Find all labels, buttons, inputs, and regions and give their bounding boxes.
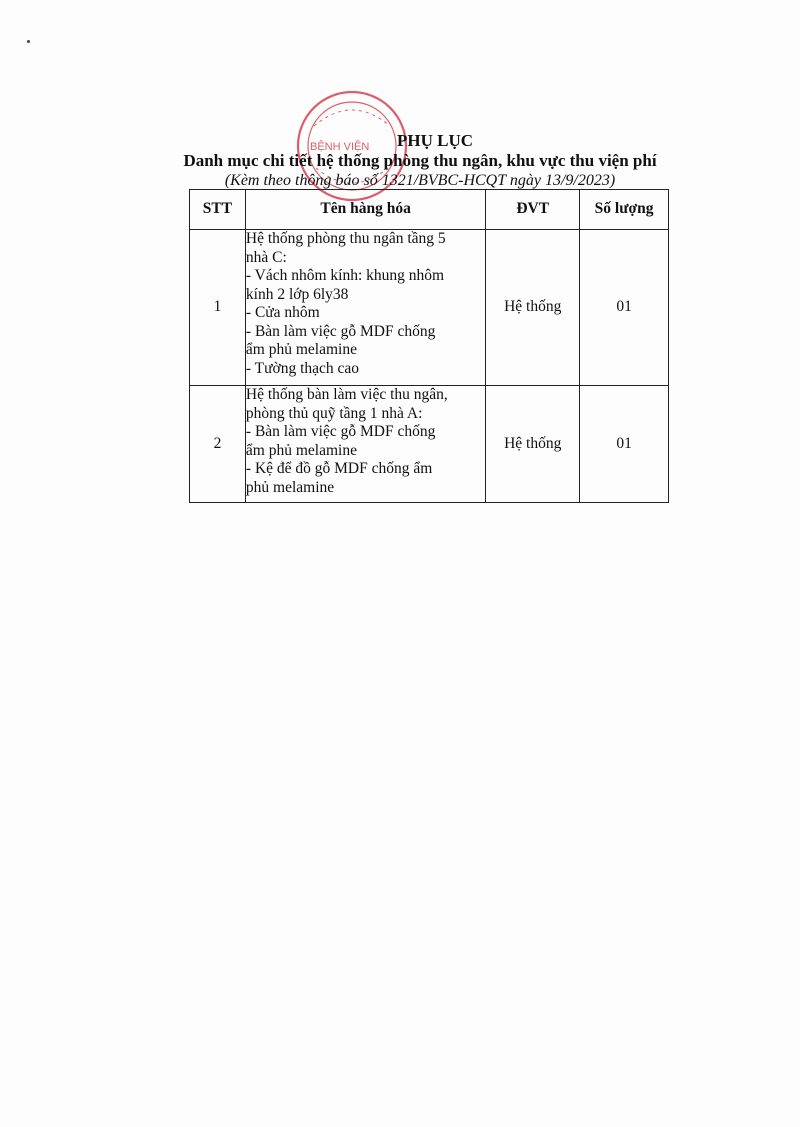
- item-name-line: Hệ thống bàn làm việc thu ngân,: [245, 386, 448, 403]
- item-name-line: - Bàn làm việc gỗ MDF chống: [245, 423, 436, 440]
- cell-item-name: [245, 386, 485, 503]
- table-header-row: [190, 190, 669, 230]
- cell-unit: Hệ thống: [486, 230, 580, 386]
- cell-quantity: 01: [580, 386, 669, 503]
- cell-stt: 2: [190, 386, 246, 503]
- cell-stt: 1: [190, 230, 246, 386]
- table-row: [190, 230, 669, 386]
- table-row: [190, 386, 669, 503]
- item-name-line: - Tường thạch cao: [245, 359, 360, 377]
- item-name-line: Hệ thống phòng thu ngân tầng 5: [245, 230, 446, 247]
- item-name-line: - Bàn làm việc gỗ MDF chống: [245, 322, 436, 340]
- goods-table: [189, 189, 669, 503]
- header-unit: ĐVT: [486, 190, 580, 230]
- header-quantity: Số lượng: [580, 190, 669, 230]
- item-name-line: ẩm phủ melamine: [245, 341, 357, 358]
- item-name-line: - Kệ để đồ gỗ MDF chống ẩm: [245, 460, 433, 477]
- cell-item-name: [245, 230, 485, 386]
- item-name-line: phòng thủ quỹ tầng 1 nhà A:: [245, 404, 423, 422]
- item-name-line: nhà C:: [245, 248, 287, 266]
- item-name-line: phủ melamine: [245, 478, 335, 496]
- stamp-text: BỆNH VIỆN: [310, 141, 370, 153]
- scan-speck: [27, 40, 30, 43]
- cell-quantity: 01: [580, 230, 669, 386]
- cell-unit: Hệ thống: [486, 386, 580, 503]
- item-name-line: kính 2 lớp 6ly38: [245, 285, 349, 303]
- page-title: PHỤ LỤC: [396, 131, 474, 150]
- item-name-line: - Cửa nhôm: [245, 304, 320, 321]
- header-stt: STT: [190, 190, 246, 230]
- document-subtitle: Danh mục chi tiết hệ thống phòng thu ngân, khu vực thu viện phí: [183, 151, 657, 170]
- document-reference-note: (Kèm theo thông báo số 1321/BVBC-HCQT ngày 13/9/2023): [224, 172, 616, 189]
- item-name-line: - Vách nhôm kính: khung nhôm: [245, 267, 445, 284]
- header-item-name: Tên hàng hóa: [245, 190, 485, 230]
- item-name-line: ẩm phủ melamine: [245, 441, 357, 459]
